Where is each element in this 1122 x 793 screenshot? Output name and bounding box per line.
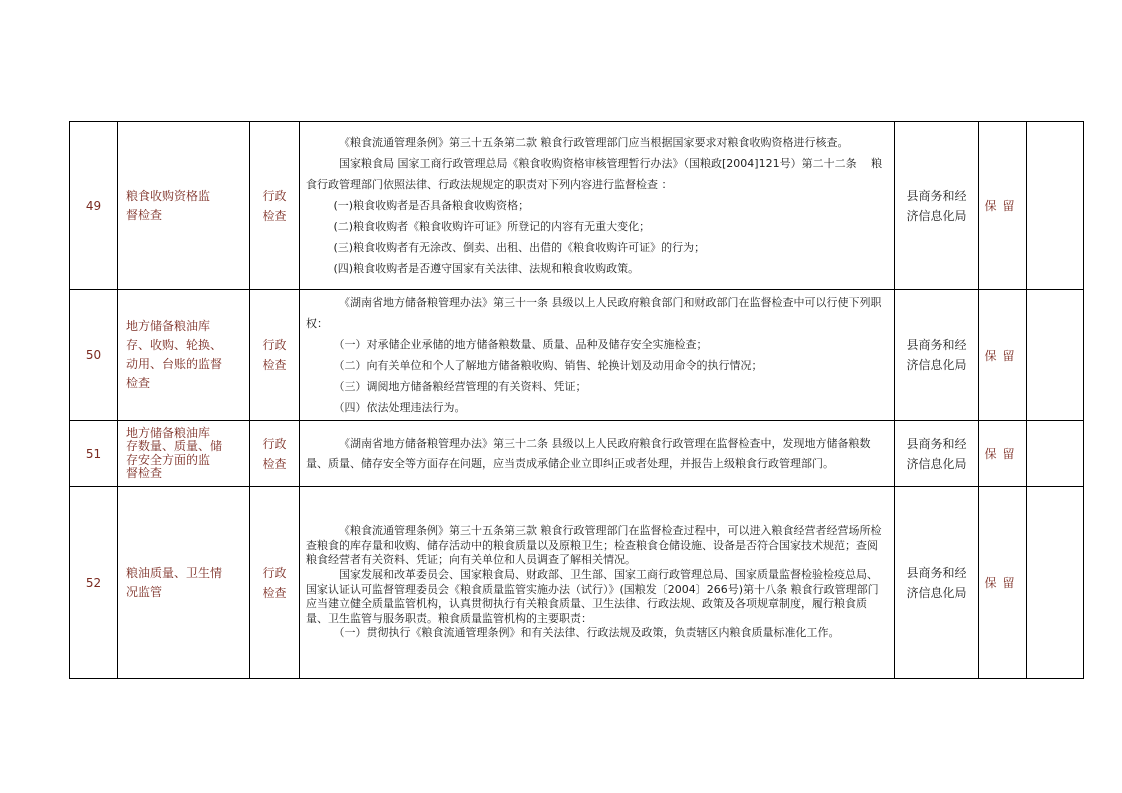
- item-name-line: 地方储备粮油库: [126, 425, 211, 440]
- item-type-line: 检查: [262, 208, 287, 223]
- item-type-cell: [250, 421, 300, 487]
- item-type-line: 检查: [262, 585, 287, 600]
- basis-paragraph: 《湖南省地方储备粮管理办法》第三十二条 县级以上人民政府粮食行政管理在监督检查中，发现地方储备粮数量、质量、储存安全等方面存在问题，应当责成承储企业立即纠正或者处理，并报告上级粮食行政管理部门。: [306, 436, 871, 470]
- status-cell: 保留: [979, 487, 1027, 679]
- legal-basis-cell: [300, 487, 895, 679]
- basis-paragraph: (二)粮食收购者《粮食收购许可证》所登记的内容有无重大变化；: [333, 220, 651, 233]
- item-name-line: 况监管: [126, 584, 163, 599]
- basis-paragraph: 国家粮食局 国家工商行政管理总局《粮食收购资格审核管理暂行办法》（国粮政[2004]121号）第二十二条 粮食行政管理部门依照法律、行政法规规定的职责对下列内容进行监督检查 ：: [306, 157, 883, 191]
- department-line: 济信息化局: [906, 358, 967, 372]
- item-type-cell: [250, 122, 300, 290]
- row-number: 51: [70, 421, 118, 487]
- item-type-cell: [250, 487, 300, 679]
- power-list-table: [69, 121, 1084, 679]
- legal-basis-cell: [300, 421, 895, 487]
- department-line: 县商务和经: [906, 188, 967, 203]
- remarks-cell: [1027, 487, 1084, 679]
- basis-paragraph: 《湖南省地方储备粮管理办法》第三十一条 县级以上人民政府粮食部门和财政部门在监督检查中可以行使下列职权：: [306, 296, 882, 330]
- department-line: 济信息化局: [906, 208, 967, 223]
- table-row: [70, 487, 1084, 679]
- item-type-line: 行政: [262, 565, 287, 580]
- item-type-line: 行政: [262, 436, 287, 451]
- item-name-line: 督检查: [126, 466, 163, 480]
- item-name-line: 存安全方面的监: [126, 452, 211, 467]
- basis-paragraph: 《粮食流通管理条例》第三十五条第二款 粮食行政管理部门应当根据国家要求对粮食收购资格进行核查。: [339, 136, 849, 149]
- legal-basis-cell: [300, 290, 895, 421]
- item-name-line: 粮食收购资格监: [126, 188, 211, 203]
- department-line: 县商务和经: [906, 338, 967, 352]
- item-name-cell: [118, 290, 250, 421]
- item-name-line: 粮油质量、卫生情: [126, 565, 223, 580]
- remarks-cell: [1027, 290, 1084, 421]
- item-name-line: 地方储备粮油库: [126, 319, 211, 333]
- item-name-line: 检查: [126, 376, 151, 390]
- status-cell: 保留: [979, 421, 1027, 487]
- item-type-line: 检查: [262, 456, 287, 471]
- department-cell: [895, 290, 979, 421]
- status-cell: 保留: [979, 290, 1027, 421]
- department-line: 济信息化局: [906, 456, 967, 471]
- row-number: 49: [70, 122, 118, 290]
- department-cell: [895, 421, 979, 487]
- item-name-line: 督检查: [126, 207, 163, 222]
- item-name-cell: [118, 122, 250, 290]
- item-name-cell: [118, 421, 250, 487]
- item-name-line: 存数量、质量、储: [126, 439, 223, 453]
- item-name-line: 存、收购、轮换、: [126, 338, 223, 352]
- basis-paragraph: （一）对承储企业承储的地方储备粮数量、质量、品种及储存安全实施检查；: [333, 338, 708, 351]
- basis-paragraph: (四)粮食收购者是否遵守国家有关法律、法规和粮食收购政策。: [333, 262, 640, 275]
- table-row: [70, 290, 1084, 421]
- department-line: 县商务和经: [906, 565, 967, 580]
- basis-paragraph: （一）贯彻执行《粮食流通管理条例》和有关法律、行政法规及政策，负责辖区内粮食质量标准化工作。: [333, 626, 840, 640]
- basis-paragraph: (三)粮食收购者有无涂改、倒卖、出租、出借的《粮食收购许可证》的行为；: [333, 241, 706, 254]
- status-cell: 保留: [979, 122, 1027, 290]
- item-type-line: 行政: [262, 338, 287, 352]
- row-number: 50: [70, 290, 118, 421]
- basis-paragraph: （四）依法处理违法行为。: [333, 401, 466, 414]
- basis-paragraph: (一)粮食收购者是否具备粮食收购资格；: [333, 199, 530, 212]
- department-line: 济信息化局: [906, 585, 967, 600]
- table-row: [70, 122, 1084, 290]
- item-type-cell: [250, 290, 300, 421]
- item-name-line: 动用、台账的监督: [126, 357, 223, 371]
- item-type-line: 检查: [262, 358, 287, 372]
- basis-paragraph: （三）调阅地方储备粮经营管理的有关资料、凭证；: [333, 380, 587, 393]
- row-number: 52: [70, 487, 118, 679]
- basis-paragraph: （二）向有关单位和个人了解地方储备粮收购、销售、轮换计划及动用命令的执行情况；: [333, 359, 763, 372]
- item-type-line: 行政: [262, 188, 287, 203]
- legal-basis-cell: [300, 122, 895, 290]
- department-cell: [895, 487, 979, 679]
- basis-paragraph: 国家发展和改革委员会、国家粮食局、财政部、卫生部、国家工商行政管理总局、国家质量监督检验检疫总局、国家认证认可监督管理委员会《粮食质量监管实施办法（试行）》(国粮发〔2004〕266号)第十八条 粮食行政管理部门应当建立健全质量监管机构，认真贯彻执行有关粮食质量、卫生法律、行政法规、政策及各项规章制度，履行粮食质量、卫生监管与服务职责。粮食质量监管机构的主要职责：: [306, 567, 879, 625]
- item-name-cell: [118, 487, 250, 679]
- remarks-cell: [1027, 122, 1084, 290]
- department-line: 县商务和经: [906, 436, 967, 451]
- table-row: [70, 421, 1084, 487]
- remarks-cell: [1027, 421, 1084, 487]
- department-cell: [895, 122, 979, 290]
- basis-paragraph: 《粮食流通管理条例》第三十五条第三款 粮食行政管理部门在监督检查过程中，可以进入粮食经营者经营场所检查粮食的库存量和收购、储存活动中的粮食质量以及原粮卫生；检查粮食仓储设施、设备是否符合国家技术规范；查阅粮食经营者有关资料、凭证；向有关单位和人员调查了解相关情况。: [306, 524, 882, 567]
